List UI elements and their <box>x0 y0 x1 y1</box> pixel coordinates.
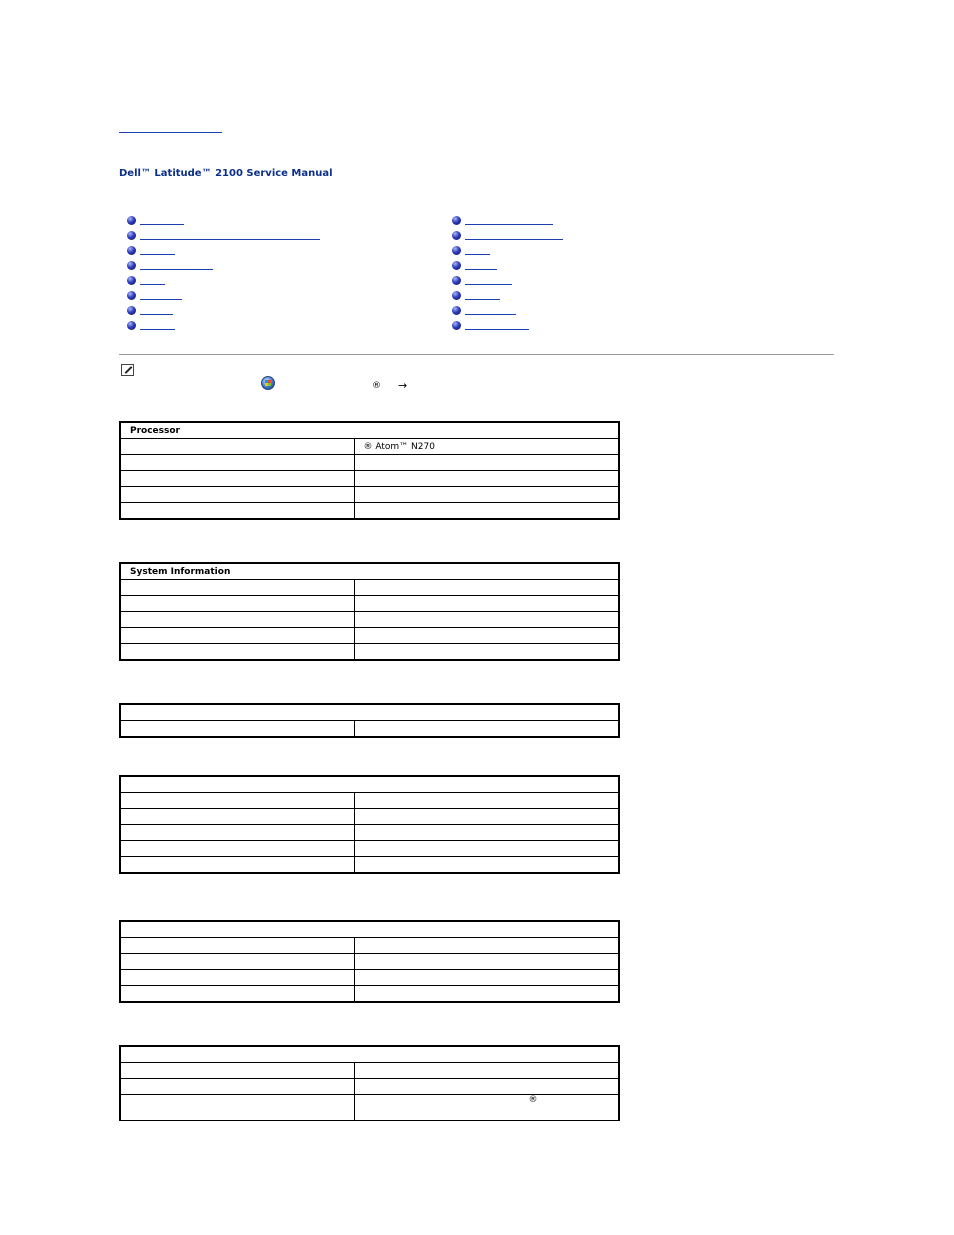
bullet-icon <box>452 321 461 330</box>
spec-value <box>354 644 619 661</box>
spec-label <box>120 1095 354 1121</box>
table-row <box>120 825 619 841</box>
toc-link[interactable] <box>465 239 563 240</box>
spec-label <box>120 970 354 986</box>
spec-label <box>120 841 354 857</box>
spec-label <box>120 612 354 628</box>
toc-link[interactable] <box>140 314 173 315</box>
spec-table <box>119 775 620 874</box>
toc-link[interactable] <box>465 314 516 315</box>
note-pencil-icon <box>121 364 134 376</box>
table-row <box>120 857 619 874</box>
note-registered-symbol: ® <box>372 381 381 391</box>
spec-label <box>120 793 354 809</box>
spec-value <box>354 1079 619 1095</box>
bullet-icon <box>127 276 136 285</box>
table-row <box>120 644 619 661</box>
bullet-icon <box>452 216 461 225</box>
toc-link[interactable] <box>465 269 497 270</box>
table-row <box>120 841 619 857</box>
spec-table <box>119 703 620 738</box>
toc-link[interactable] <box>465 224 553 225</box>
table-title: Processor <box>120 422 619 439</box>
spec-value <box>354 596 619 612</box>
spec-value: ® Atom™ N270 <box>354 439 619 455</box>
spec-label <box>120 721 354 738</box>
spec-table <box>119 1045 620 1121</box>
toc-link[interactable] <box>140 239 320 240</box>
toc-link[interactable] <box>465 329 529 330</box>
spec-table <box>119 421 620 520</box>
table-row <box>120 439 619 455</box>
table-row <box>120 596 619 612</box>
toc-link[interactable] <box>140 269 213 270</box>
bullet-icon <box>127 216 136 225</box>
spec-value <box>354 986 619 1003</box>
spec-value <box>354 628 619 644</box>
spec-value <box>354 954 619 970</box>
bullet-icon <box>452 261 461 270</box>
toc-link[interactable] <box>465 284 512 285</box>
table-title <box>120 704 619 721</box>
spec-value <box>354 970 619 986</box>
table-row <box>120 1063 619 1079</box>
table-row <box>120 503 619 520</box>
table-row <box>120 487 619 503</box>
spec-value <box>354 455 619 471</box>
spec-label <box>120 809 354 825</box>
spec-value: ® <box>354 1095 619 1121</box>
note-arrow: → <box>398 379 408 392</box>
table-row <box>120 580 619 596</box>
spec-label <box>120 503 354 520</box>
table-row <box>120 471 619 487</box>
spec-value <box>354 825 619 841</box>
table-row <box>120 970 619 986</box>
table-title <box>120 776 619 793</box>
spec-value <box>354 580 619 596</box>
spec-label <box>120 1079 354 1095</box>
section-divider <box>119 354 834 355</box>
spec-label <box>120 455 354 471</box>
spec-value <box>354 487 619 503</box>
table-row <box>120 1079 619 1095</box>
spec-label <box>120 471 354 487</box>
spec-label <box>120 580 354 596</box>
bullet-icon <box>127 306 136 315</box>
table-row <box>120 793 619 809</box>
toc-link[interactable] <box>140 329 175 330</box>
table-row <box>120 721 619 738</box>
table-row <box>120 954 619 970</box>
toc-link[interactable] <box>140 254 175 255</box>
table-title <box>120 921 619 938</box>
table-row <box>120 612 619 628</box>
spec-value <box>354 809 619 825</box>
toc-link[interactable] <box>465 254 490 255</box>
toc-link[interactable] <box>140 224 184 225</box>
spec-label <box>120 628 354 644</box>
bullet-icon <box>452 306 461 315</box>
page-bottom-mask <box>119 1122 622 1235</box>
bullet-icon <box>452 276 461 285</box>
spec-label <box>120 954 354 970</box>
spec-label <box>120 938 354 954</box>
spec-label <box>120 1063 354 1079</box>
bullet-icon <box>127 261 136 270</box>
table-title <box>120 1046 619 1063</box>
spec-label <box>120 644 354 661</box>
bullet-icon <box>452 231 461 240</box>
bullet-icon <box>127 231 136 240</box>
table-row <box>120 809 619 825</box>
spec-table <box>119 920 620 1003</box>
spec-value <box>354 503 619 520</box>
toc-link[interactable] <box>140 299 182 300</box>
toc-link[interactable] <box>465 299 500 300</box>
spec-value <box>354 841 619 857</box>
spec-value <box>354 857 619 874</box>
table-row <box>120 986 619 1003</box>
bullet-icon <box>452 291 461 300</box>
table-row <box>120 628 619 644</box>
spec-value <box>354 938 619 954</box>
spec-label <box>120 857 354 874</box>
spec-value <box>354 471 619 487</box>
spec-table <box>119 562 620 661</box>
spec-label <box>120 986 354 1003</box>
bullet-icon <box>127 291 136 300</box>
page-title: Dell™ Latitude™ 2100 Service Manual <box>119 168 333 179</box>
spec-value <box>354 793 619 809</box>
spec-value <box>354 721 619 738</box>
back-to-contents-link[interactable] <box>119 124 222 133</box>
spec-value <box>354 1063 619 1079</box>
bullet-icon <box>452 246 461 255</box>
spec-label <box>120 596 354 612</box>
bullet-icon <box>127 246 136 255</box>
windows-start-icon <box>261 376 275 390</box>
spec-label <box>120 439 354 455</box>
table-row <box>120 938 619 954</box>
spec-value <box>354 612 619 628</box>
bullet-icon <box>127 321 136 330</box>
table-row <box>120 455 619 471</box>
table-row <box>120 1095 619 1121</box>
spec-label <box>120 825 354 841</box>
spec-label <box>120 487 354 503</box>
table-title: System Information <box>120 563 619 580</box>
toc-link[interactable] <box>140 284 165 285</box>
